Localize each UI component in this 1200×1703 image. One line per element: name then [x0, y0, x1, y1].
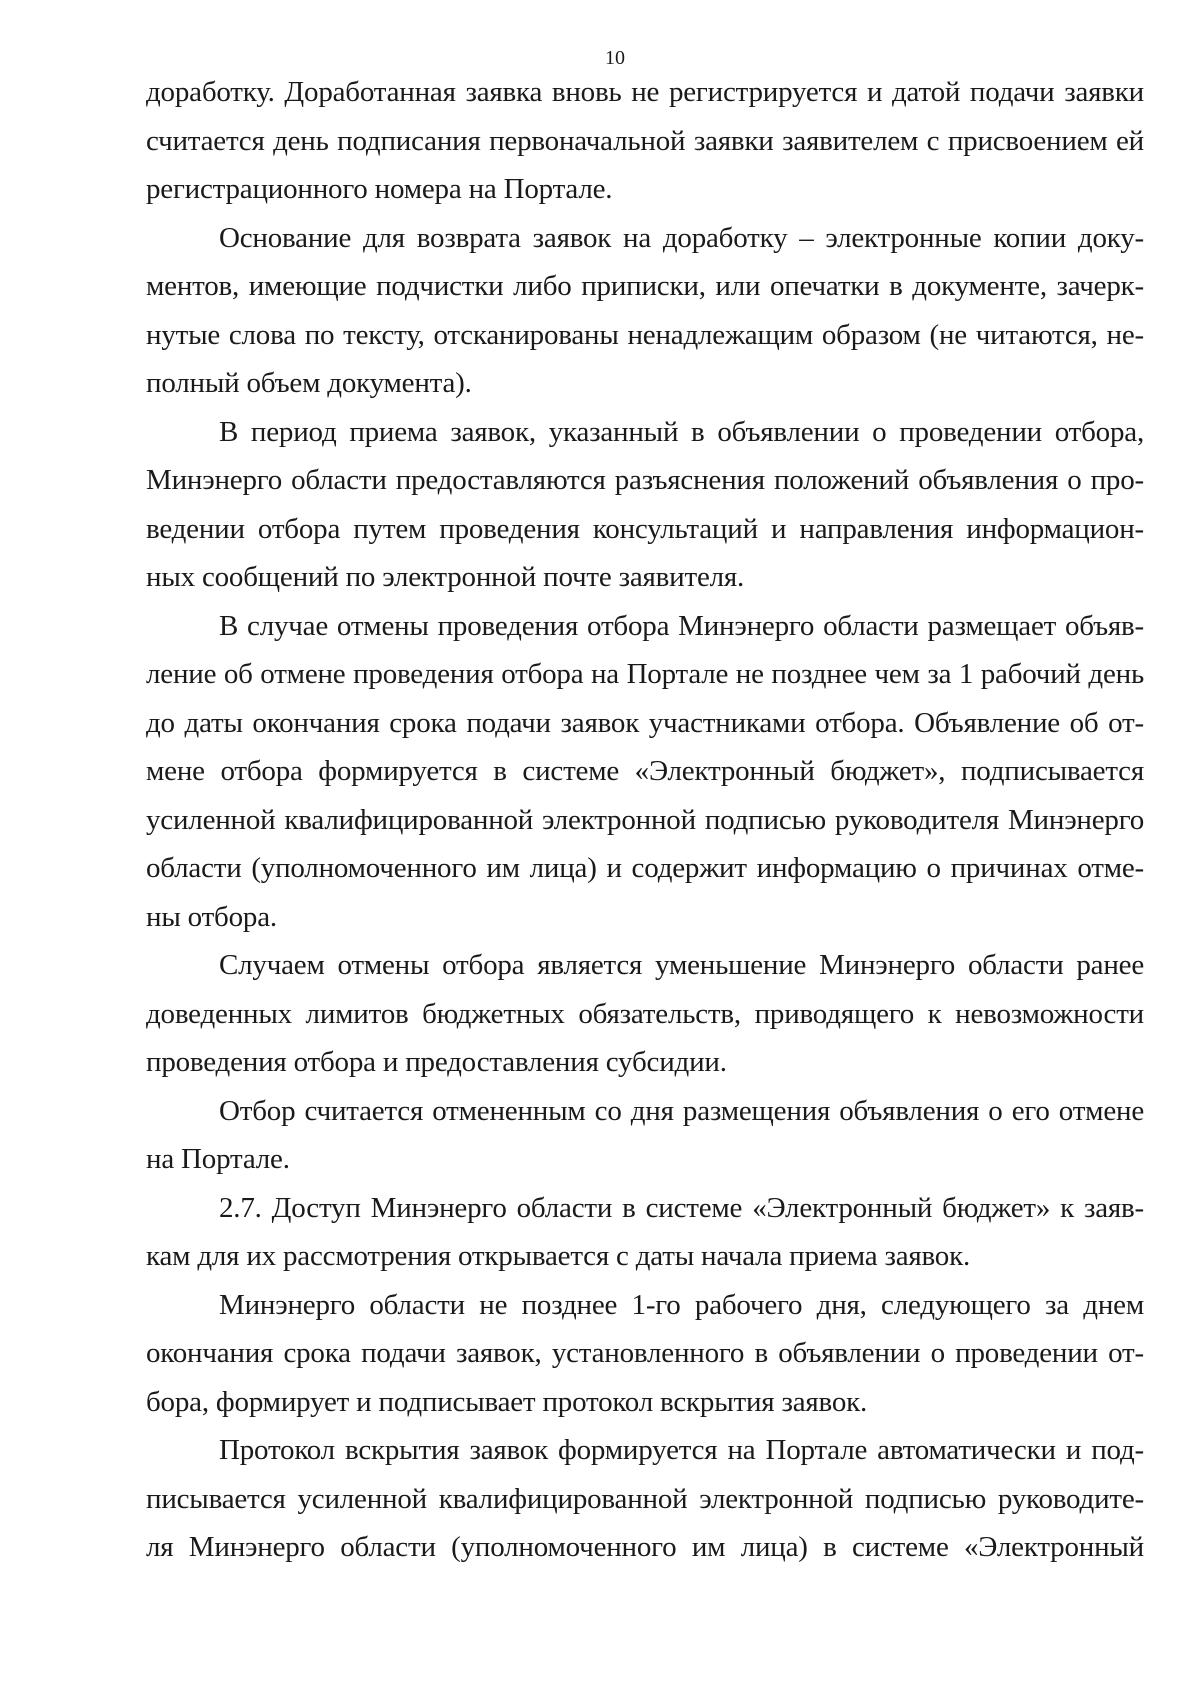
text-line: бора, формирует и подписывает протокол вскрытия заявок. [146, 1385, 868, 1418]
text-line: В случае отмены проведения отбора Минэнерго области размещает объяв- [219, 609, 1144, 642]
text-line: писывается усиленной квалифицированной электронной подписью руководите- [146, 1482, 1144, 1515]
text-line: усиленной квалифицированной электронной подписью руководителя Минэнерго [146, 803, 1144, 836]
text-line: регистрационного номера на Портале. [146, 173, 613, 205]
text-line: 2.7. Доступ Минэнерго области в системе «Электронный бюджет» к заяв- [219, 1191, 1144, 1224]
text-line: Протокол вскрытия заявок формируется на Портале автоматически и под- [219, 1434, 1144, 1466]
text-line: Минэнерго области не позднее 1-го рабочего дня, следующего за днем [219, 1288, 1144, 1321]
text-line: Минэнерго области предоставляются разъяснения положений объявления о про- [146, 464, 1144, 496]
text-line: области (уполномоченного им лица) и содержит информацию о причинах отме- [146, 852, 1144, 884]
text-line: до даты окончания срока подачи заявок участниками отбора. Объявление об от- [146, 706, 1144, 739]
text-line: Основание для возврата заявок на доработку – электронные копии доку- [219, 221, 1144, 254]
text-line: ментов, имеющие подчистки либо приписки, или опечатки в документе, зачерк- [146, 270, 1144, 302]
text-line: на Портале. [146, 1143, 290, 1175]
text-line: доработку. Доработанная заявка вновь не регистрируется и датой подачи заявки [146, 76, 1144, 108]
text-line: полный объем документа). [146, 367, 472, 399]
text-line: ны отбора. [146, 900, 277, 933]
text-line: Отбор считается отмененным со дня размещения объявления о его отмене [219, 1094, 1144, 1127]
document-body [146, 68, 1144, 1572]
text-line: кам для их рассмотрения открывается с даты начала приема заявок. [146, 1240, 971, 1272]
text-line: ление об отмене проведения отбора на Портале не позднее чем за 1 рабочий день [146, 658, 1144, 690]
text-line: Случаем отмены отбора является уменьшение Минэнерго области ранее [219, 949, 1144, 981]
text-line: ведении отбора путем проведения консультаций и направления информацион- [146, 512, 1144, 545]
text-line: нутые слова по тексту, отсканированы ненадлежащим образом (не читаются, не- [146, 318, 1144, 351]
text-line: ных сообщений по электронной почте заявителя. [146, 561, 745, 593]
text-line: доведенных лимитов бюджетных обязательств, приводящего к невозможности [146, 997, 1144, 1030]
text-line: В период приема заявок, указанный в объявлении о проведении отбора, [219, 415, 1144, 448]
text-line: мене отбора формируется в системе «Электронный бюджет», подписывается [146, 755, 1144, 787]
page-number: 10 [605, 47, 625, 69]
text-line: ля Минэнерго области (уполномоченного им лица) в системе «Электронный [146, 1531, 1144, 1563]
text-line: проведения отбора и предоставления субсидии. [146, 1046, 727, 1078]
text-line: считается день подписания первоначальной заявки заявителем с присвоением ей [146, 124, 1144, 157]
text-line: окончания срока подачи заявок, установленного в объявлении о проведении от- [146, 1337, 1144, 1369]
